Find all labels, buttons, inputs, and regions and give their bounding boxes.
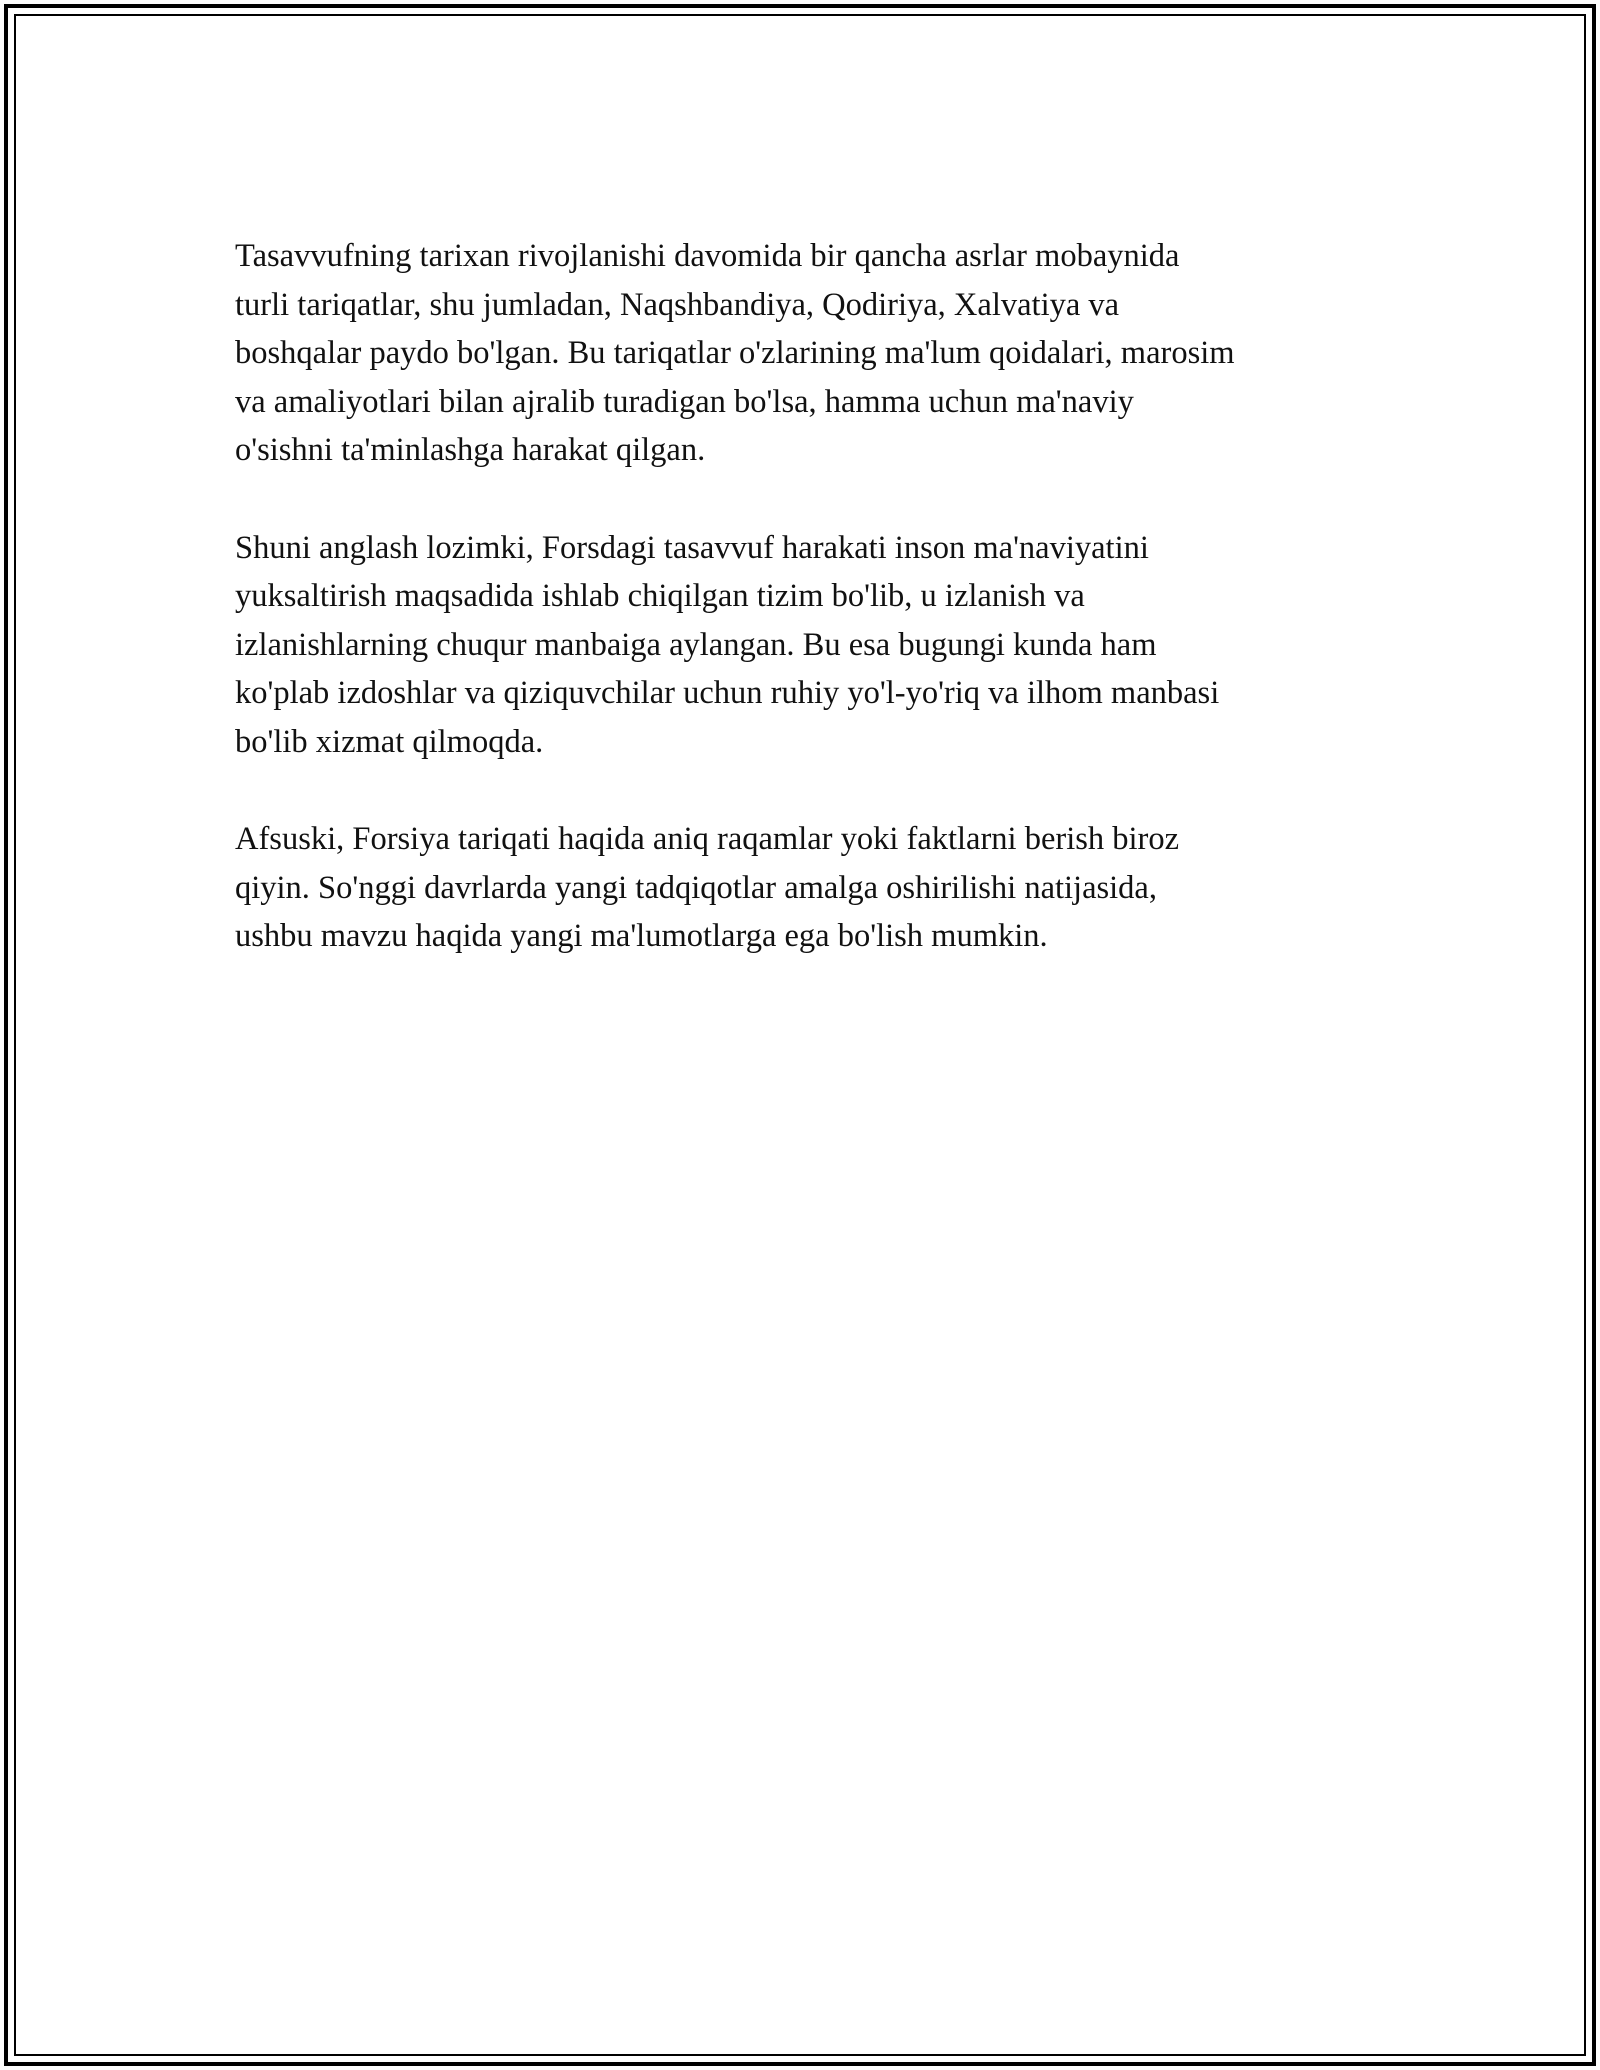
paragraph-3	[235, 815, 1370, 961]
paragraph-line: qiyin. So'nggi davrlarda yangi tadqiqotlar amalga oshirilishi natijasida,	[235, 869, 1157, 906]
paragraph-line: ko'plab izdoshlar va qiziquvchilar uchun ruhiy yo'l-yo'riq va ilhom manbasi	[235, 675, 1220, 712]
paragraph-line: va amaliyotlari bilan ajralib turadigan bo'lsa, hamma uchun ma'naviy	[235, 383, 1134, 420]
paragraph-line: izlanishlarning chuqur manbaiga aylangan. Bu esa bugungi kunda ham	[235, 626, 1157, 663]
paragraph-line: Tasavvufning tarixan rivojlanishi davomida bir qancha asrlar mobaynida	[235, 238, 1180, 274]
document-body	[235, 232, 1370, 1010]
paragraph-line: Afsuski, Forsiya tariqati haqida aniq raqamlar yoki faktlarni berish biroz	[235, 821, 1180, 858]
paragraph-line: ushbu mavzu haqida yangi ma'lumotlarga ega bo'lish mumkin.	[235, 918, 1048, 955]
paragraph-1	[235, 232, 1370, 475]
paragraph-line: bo'lib xizmat qilmoqda.	[235, 723, 544, 760]
paragraph-line: Shuni anglash lozimki, Forsdagi tasavvuf harakati inson ma'naviyatini	[235, 529, 1149, 566]
paragraph-line: boshqalar paydo bo'lgan. Bu tariqatlar o'zlarining ma'lum qoidalari, marosim	[235, 335, 1235, 372]
paragraph-line: turli tariqatlar, shu jumladan, Naqshbandiya, Qodiriya, Xalvatiya va	[235, 286, 1120, 323]
paragraph-line: o'sishni ta'minlashga harakat qilgan.	[235, 432, 706, 469]
paragraph-line: yuksaltirish maqsadida ishlab chiqilgan tizim bo'lib, u izlanish va	[235, 578, 1085, 615]
paragraph-2	[235, 524, 1370, 767]
